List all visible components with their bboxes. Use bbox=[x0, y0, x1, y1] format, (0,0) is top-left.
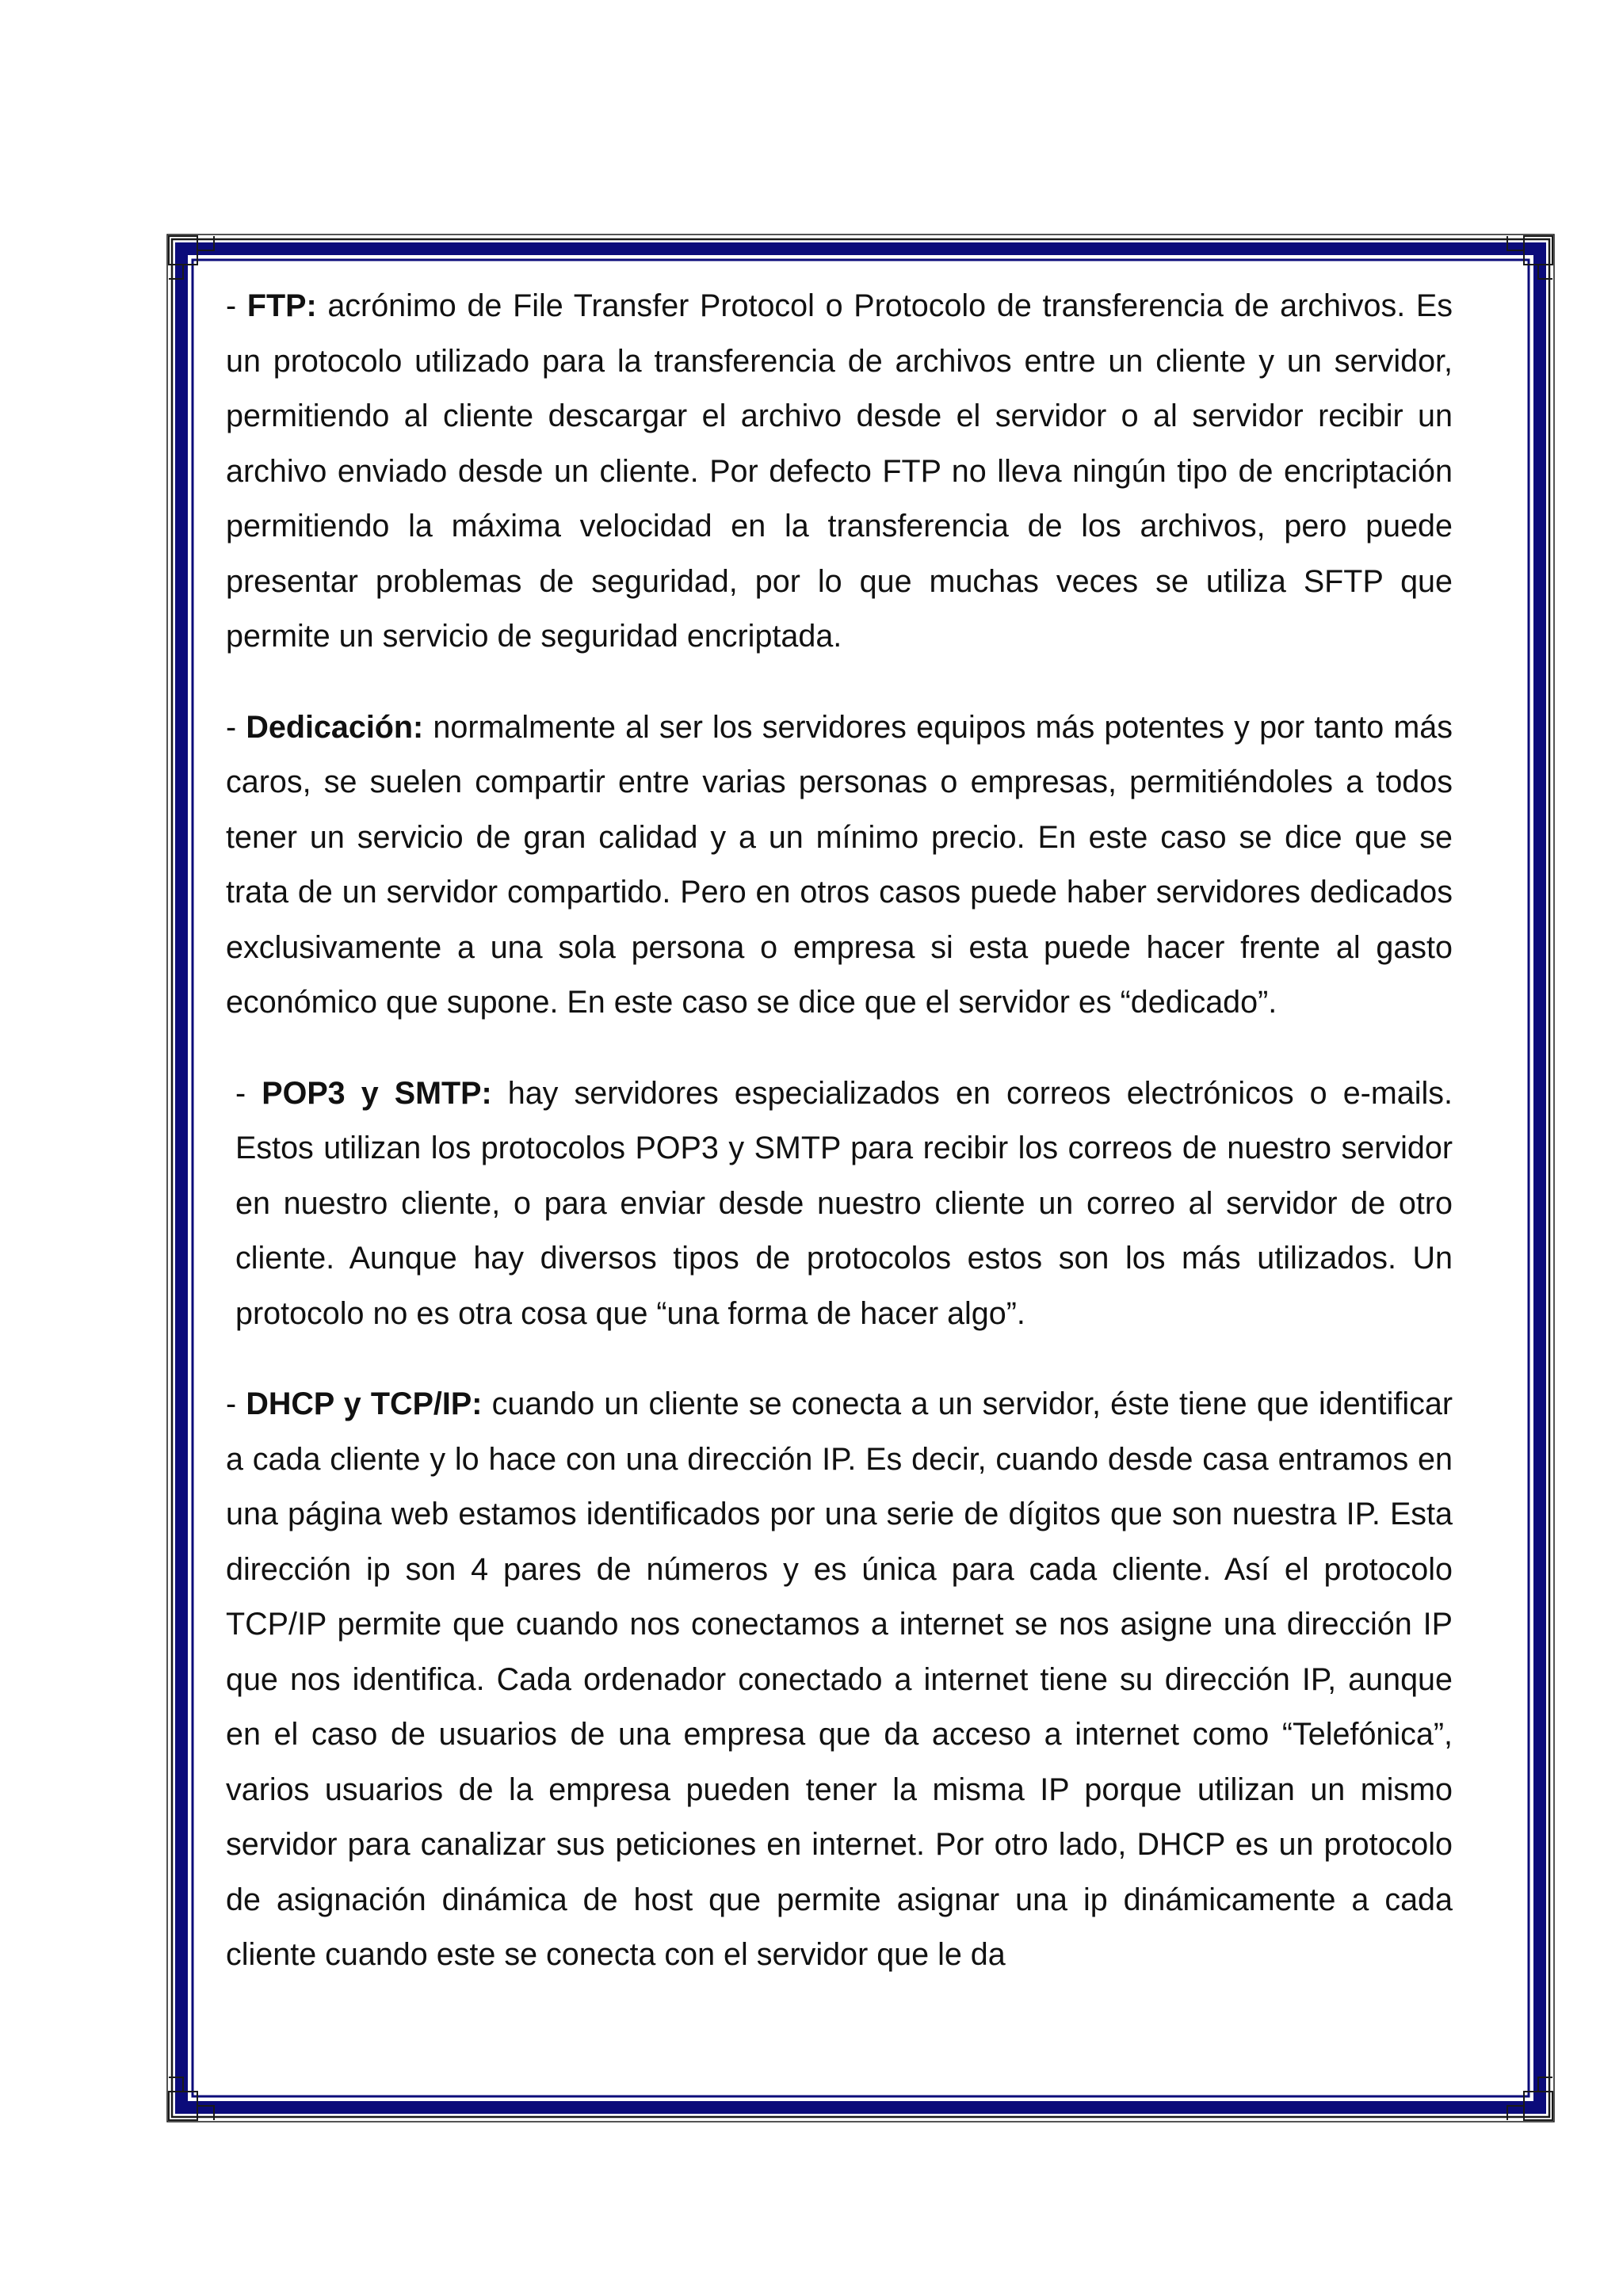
paragraph-pop3-smtp bbox=[226, 1066, 1453, 1342]
paragraph-text: cuando un cliente se conecta a un servidor, éste tiene que identificar a cada cliente y lo hace con una dirección IP. Es decir, cuando desde casa entramos en una página web estamos identificados por una serie de dígitos que son nuestra IP. Esta dirección ip son 4 pares de números y es única para cada cliente. Así el protocolo TCP/IP permite que cuando nos conectamos a internet se nos asigne una dirección IP que nos identifica. Cada ordenador conectado a internet tiene su dirección IP, aunque en el caso de usuarios de una empresa que da acceso a internet como “Telefónica”, varios usuarios de la empresa pueden tener la misma IP porque utilizan un mismo servidor para canalizar sus peticiones en internet. Por otro lado, DHCP es un protocolo de asignación dinámica de host que permite asignar una ip dinámicamente a cada cliente cuando este se conecta con el servidor que le da bbox=[226, 1386, 1453, 1972]
document-body bbox=[226, 279, 1453, 1974]
paragraph-dhcp-tcpip bbox=[226, 1377, 1453, 1974]
paragraph-text: hay servidores especializados en correos electrónicos o e-mails. Estos utilizan los protocolos POP3 y SMTP para recibir los correos de nuestro servidor en nuestro cliente, o para enviar desde nuestro cliente un correo al servidor de otro cliente. Aunque hay diversos tipos de protocolos estos son los más utilizados. Un protocolo no es otra cosa que “una forma de hacer algo”. bbox=[235, 1075, 1453, 1331]
paragraph-dedicacion bbox=[226, 700, 1453, 1031]
paragraph-ftp bbox=[226, 279, 1453, 665]
term-pop3-smtp: POP3 y SMTP: bbox=[262, 1075, 492, 1111]
term-dhcp-tcpip: DHCP y TCP/IP: bbox=[246, 1386, 483, 1421]
term-dedicacion: Dedicación: bbox=[246, 709, 424, 745]
term-ftp: FTP: bbox=[246, 288, 317, 323]
paragraph-prefix: - bbox=[235, 1075, 262, 1111]
paragraph-prefix: - bbox=[226, 288, 247, 323]
paragraph-prefix: - bbox=[226, 709, 246, 745]
paragraph-prefix: - bbox=[226, 1386, 246, 1421]
paragraph-text: normalmente al ser los servidores equipos más potentes y por tanto más caros, se suelen compartir entre varias personas o empresas, permitiéndoles a todos tener un servicio de gran calidad y a un mínimo precio. En este caso se dice que se trata de un servidor compartido. Pero en otros casos puede haber servidores dedicados exclusivamente a una sola persona o empresa si esta puede hacer frente al gasto económico que supone. En este caso se dice que el servidor es “dedicado”. bbox=[226, 709, 1453, 1020]
paragraph-text: acrónimo de File Transfer Protocol o Protocolo de transferencia de archivos. Es un protocolo utilizado para la transferencia de archivos entre un cliente y un servidor, permitiendo al cliente descargar el archivo desde el servidor o al servidor recibir un archivo enviado desde un cliente. Por defecto FTP no lleva ningún tipo de encriptación permitiendo la máxima velocidad en la transferencia de los archivos, pero puede presentar problemas de seguridad, por lo que muchas veces se utiliza SFTP que permite un servicio de seguridad encriptada. bbox=[226, 288, 1453, 654]
